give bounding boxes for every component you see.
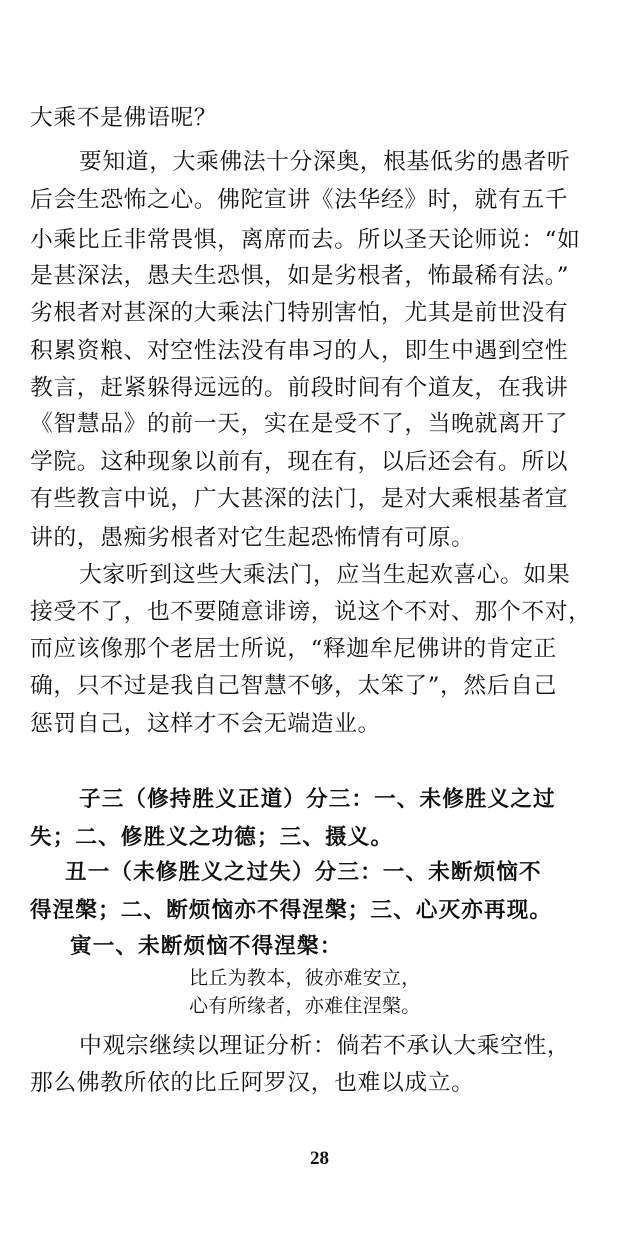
paragraph-2-line: 讲的，愚痴劣根者对它生起恐怖情有可原。 <box>30 525 475 551</box>
paragraph-2-line: 教言，赶紧躲得远远的。前段时间有个道友，在我讲 <box>30 375 569 401</box>
paragraph-2-line: 学院。这种现象以前有，现在有，以后还会有。所以 <box>30 449 569 475</box>
paragraph-2-line: 要知道，大乘佛法十分深奥，根基低劣的愚者听 <box>79 149 571 175</box>
paragraph-4-line: 中观宗继续以理证分析：倘若不承认大乘空性， <box>79 1033 571 1059</box>
verse-line: 比丘为教本，彼亦难安立， <box>189 967 421 989</box>
paragraph-2-line: 是甚深法，愚夫生恐惧，如是劣根者，怖最稀有法。” <box>30 263 569 289</box>
paragraph-2-line: 有些教言中说，广大甚深的法门，是对大乘根基者宣 <box>30 486 569 512</box>
paragraph-3-line: 确，只不过是我自己智慧不够，太笨了”，然后自己 <box>30 673 557 699</box>
page-number: 28 <box>310 1148 329 1169</box>
section-heading-zi-san: 子三（修持胜义正道）分三：一、未修胜义之过 <box>79 787 556 812</box>
paragraph-3-line: 而应该像那个老居士所说，“释迦牟尼佛讲的肯定正 <box>30 636 557 662</box>
verse-line: 心有所缘者，亦难住涅槃。 <box>189 995 421 1017</box>
paragraph-4-line: 那么佛教所依的比丘阿罗汉，也难以成立。 <box>30 1070 475 1096</box>
paragraph-2-line: 《智慧品》的前一天，实在是受不了，当晚就离开了 <box>30 411 569 437</box>
section-heading-chou-yi: 得涅槃；二、断烦恼亦不得涅槃；三、心灭亦再现。 <box>30 898 553 923</box>
paragraph-2-line: 小乘比丘非常畏惧，离席而去。所以圣天论师说：“如 <box>30 227 581 253</box>
paragraph-2-line: 后会生恐怖之心。佛陀宣讲《法华经》时，就有五千 <box>30 187 569 213</box>
paragraph-3-line: 惩罚自己，这样才不会无端造业。 <box>30 711 381 737</box>
section-heading-zi-san: 失；二、修胜义之功德；三、摄义。 <box>30 825 394 850</box>
paragraph-2-line: 积累资粮、对空性法没有串习的人，即生中遇到空性 <box>30 338 569 364</box>
paragraph-2-line: 劣根者对甚深的大乘法门特别害怕，尤其是前世没有 <box>30 300 569 326</box>
paragraph-3-line: 大家听到这些大乘法门，应当生起欢喜心。如果 <box>79 562 571 588</box>
section-heading-yin-yi: 寅一、未断烦恼不得涅槃： <box>70 934 343 959</box>
paragraph-3-line: 接受不了，也不要随意诽谤，说这个不对、那个不对， <box>30 599 592 625</box>
paragraph-1-line: 大乘不是佛语呢？ <box>30 105 218 131</box>
section-heading-chou-yi: 丑一（未修胜义之过失）分三：一、未断烦恼不 <box>65 860 542 885</box>
